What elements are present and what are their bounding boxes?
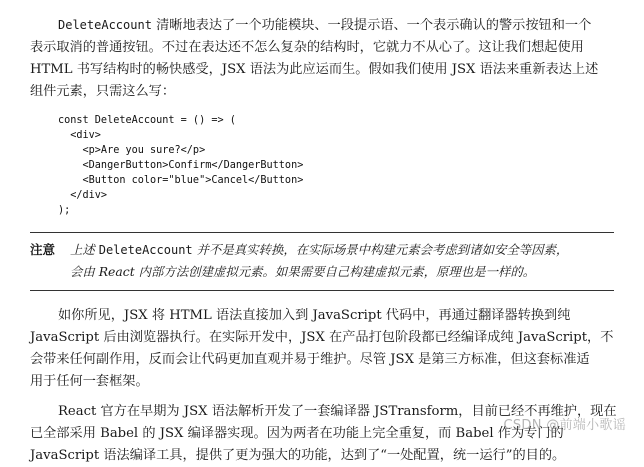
intro-line-4: 组件元素，只需这么写： [30, 84, 176, 99]
p2-line-1: 如你所见，JSX 将 HTML 语法直接加入到 JavaScript 代码中，再通过翻译器转换到纯 [58, 308, 571, 323]
inline-code: DeleteAccount [98, 243, 193, 257]
intro-line-3: HTML 书写结构时的畅快感受，JSX 语法为此应运而生。假如我们使用 JSX 语法来重新表达上述 [30, 62, 599, 77]
code-line: <Button color="blue">Cancel</Button> [58, 175, 304, 186]
code-line: <DangerButton>Confirm</DangerButton> [58, 160, 304, 171]
note-line-1-a: 上述 [70, 242, 99, 257]
p2-line-4: 用于任何一套框架。 [30, 374, 149, 389]
p2-line-2: JavaScript 后由浏览器执行。在实际开发中，JSX 在产品打包阶段都已经编译成纯 JavaScript，不 [30, 330, 614, 345]
note-line-1 [70, 239, 614, 261]
p3-line-2: 已全部采用 Babel 的 JSX 编译器实现。因为两者在功能上完全重复，而 Babel 作为专门的 [30, 426, 564, 441]
intro-line-1-text: 清晰地表达了一个功能模块、一段提示语、一个表示确认的警示按钮和一个 [151, 18, 592, 33]
code-line: ); [58, 205, 71, 216]
note-line-2: 会由 React 内部方法创建虚拟元素。如果需要自己构建虚拟元素，原理也是一样的。 [70, 264, 536, 279]
p2-line-3: 会带来任何副作用，反而会让代码更加直观并易于维护。尽管 JSX 是第三方标准，但这套标准适 [30, 352, 590, 367]
note-label: 注意 [30, 242, 56, 257]
paragraph-2 [30, 305, 614, 393]
code-line: <div> [58, 130, 101, 141]
code-line: </div> [58, 190, 108, 201]
code-block [58, 113, 614, 218]
intro-line-2: 表示取消的普通按钮。不过在表达还不怎么复杂的结构时，它就力不从心了。这让我们想起使用 [30, 40, 584, 55]
inline-code: DeleteAccount [58, 18, 152, 32]
code-line: const DeleteAccount = () => ( [58, 115, 236, 126]
note-box [30, 232, 614, 291]
note-body [70, 239, 614, 283]
watermark: CSDN @前端小歌谣 [503, 418, 626, 433]
p3-line-1: React 官方在早期为 JSX 语法解析开发了一套编译器 JSTransform，目前已经不再维护，现在 [58, 404, 617, 419]
intro-line-1 [30, 14, 614, 37]
intro-paragraph [30, 14, 614, 103]
paragraph-3 [30, 401, 617, 467]
note-line-1-b: 并不是真实转换，在实际场景中构建元素会考虑到诸如安全等因素， [192, 242, 569, 257]
p3-line-3: JavaScript 语法编译工具，提供了更为强大的功能，达到了“一处配置，统一运行”的目的。 [30, 448, 566, 463]
document-page [30, 14, 617, 467]
code-line: <p>Are you sure?</p> [58, 145, 206, 156]
